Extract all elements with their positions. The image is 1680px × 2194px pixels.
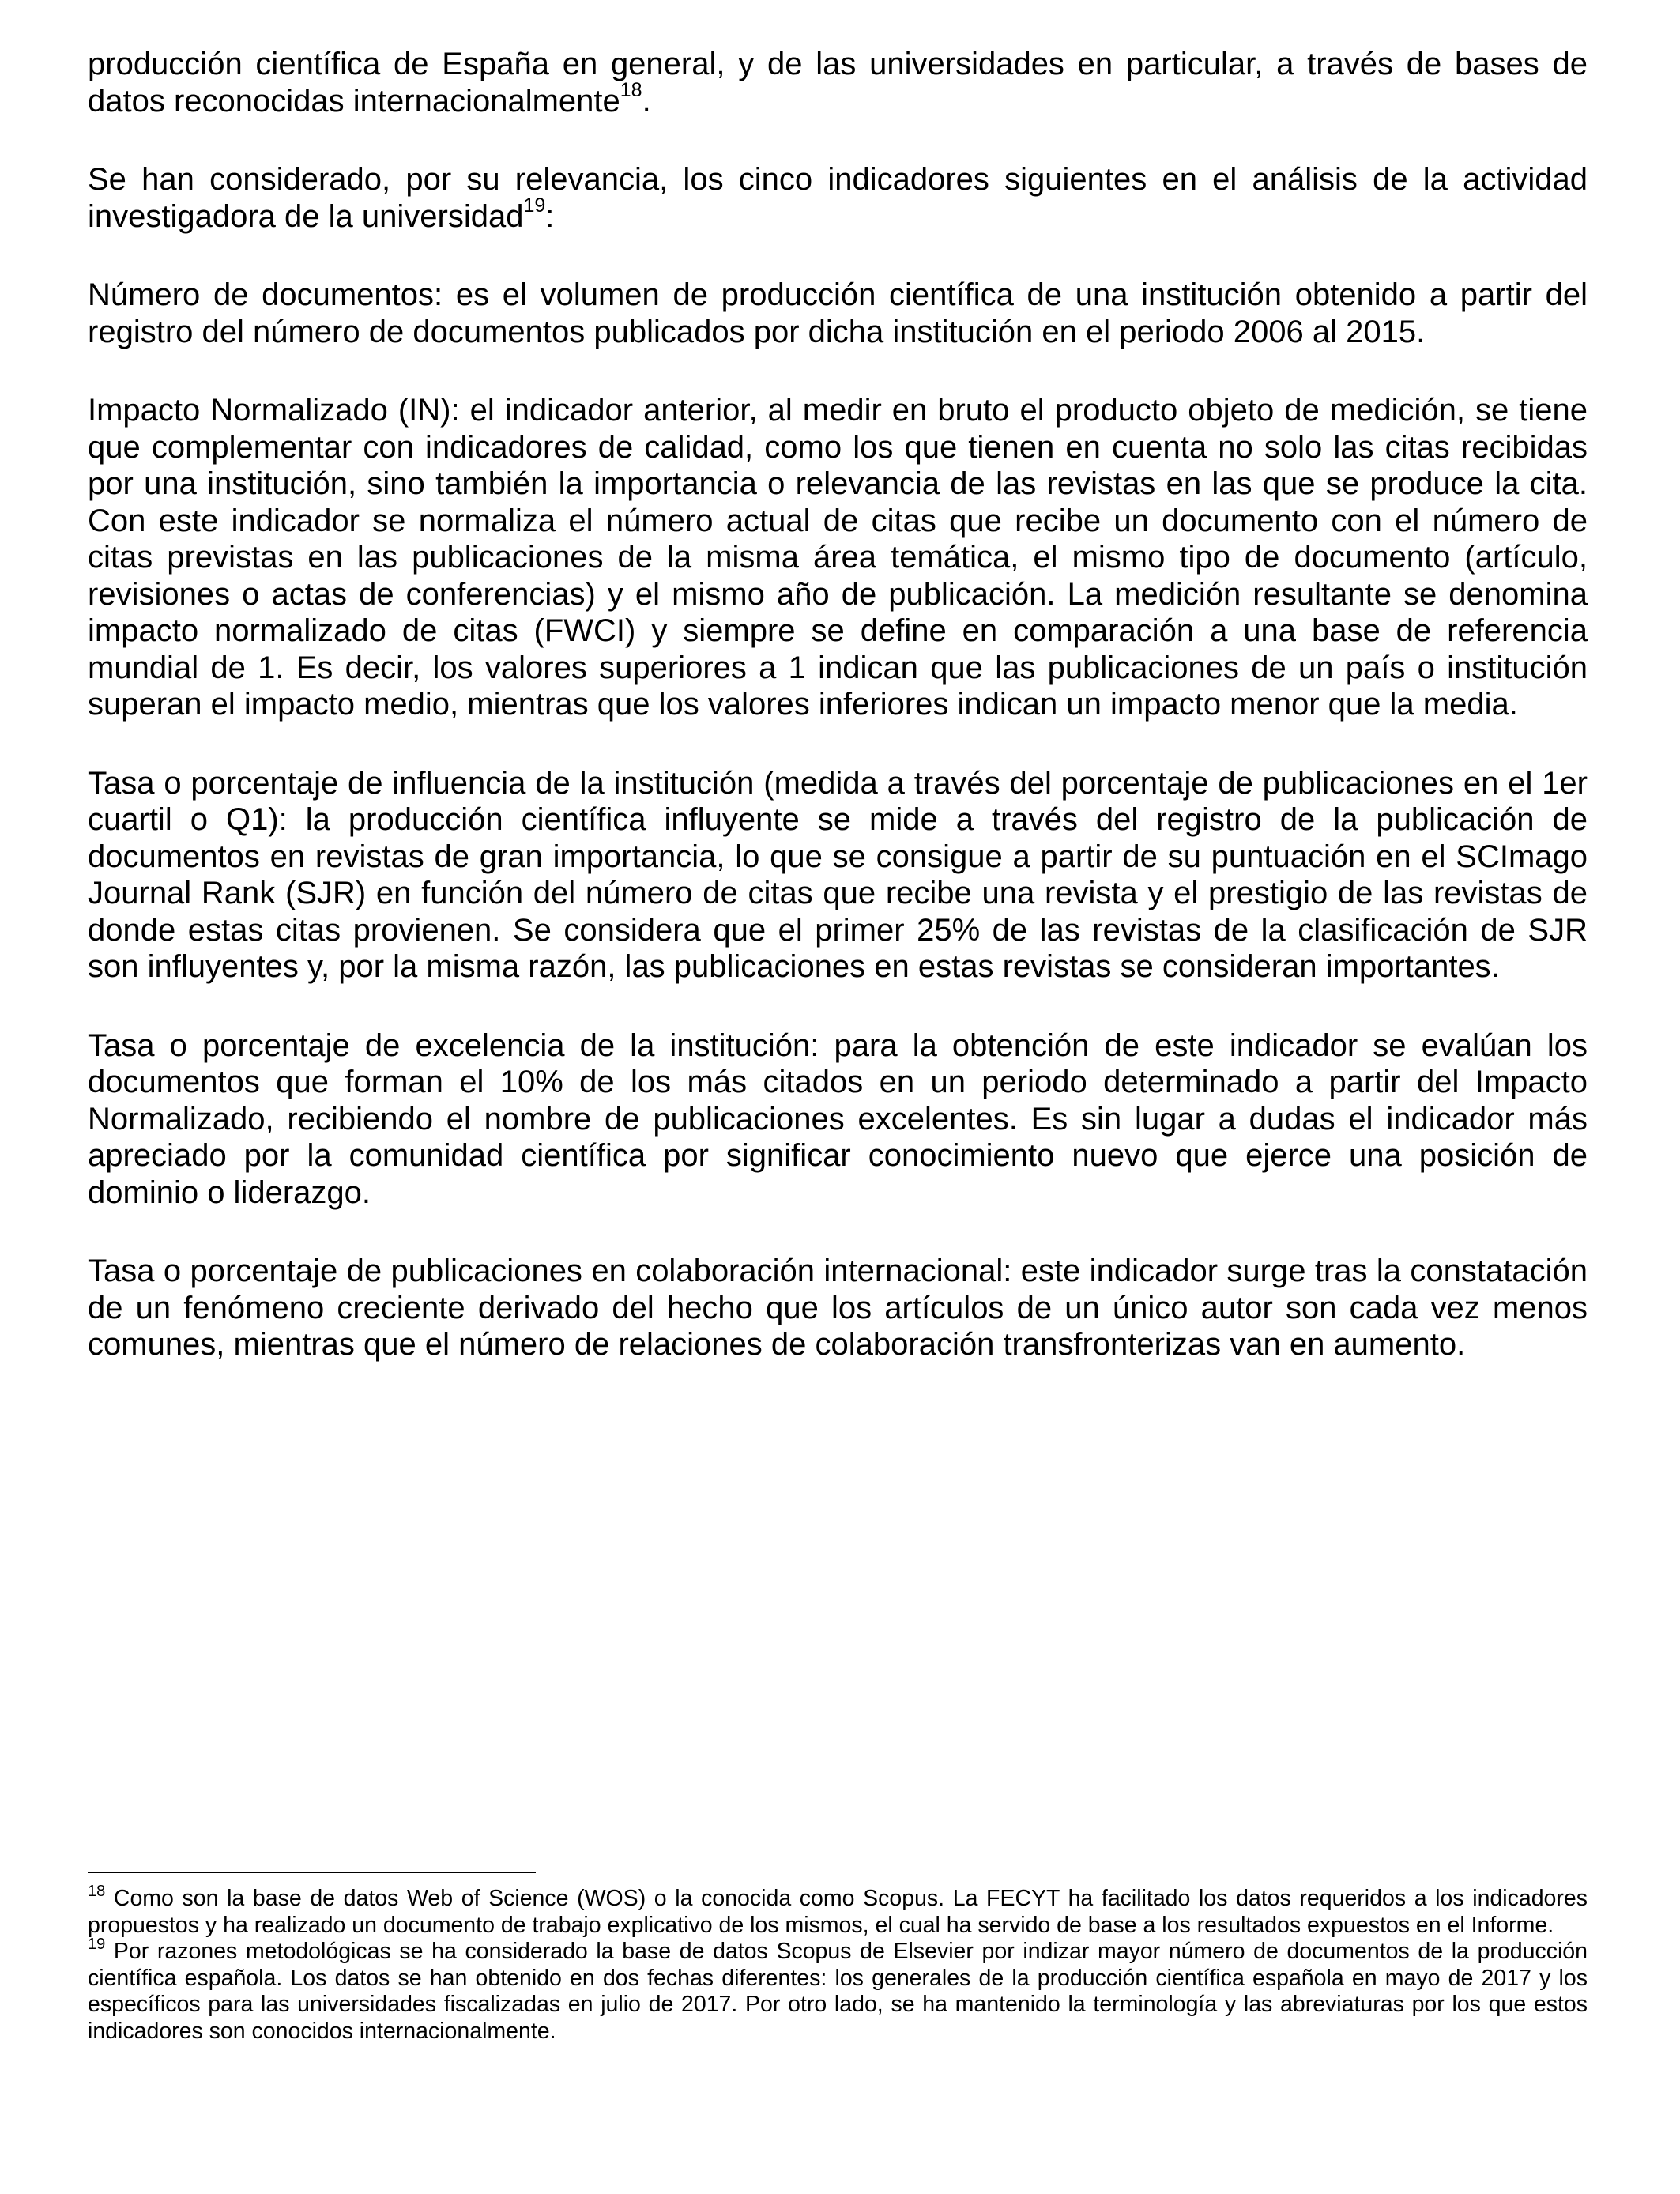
footnote-19 xyxy=(88,1935,1588,2045)
footnote-number-19: 19 xyxy=(88,1935,106,1953)
paragraph-intro-tail: . xyxy=(642,83,651,119)
paragraph-indicators-intro xyxy=(88,161,1588,235)
paragraph-indicators-intro-text: Se han considerado, por su relevancia, los cinco indicadores siguientes en el análisis de la actividad investigadora de la universidad xyxy=(88,162,1588,234)
paragraph-numero-documentos: Número de documentos: es el volumen de producción científica de una institución obtenido a partir del registro del número de documentos publicados por dicha institución en el periodo 2006 al 2015. xyxy=(88,277,1588,349)
paragraph-intro xyxy=(88,46,1588,119)
footnote-text-19: Por razones metodológicas se ha considerado la base de datos Scopus de Elsevier por indizar mayor número de documentos de la producción científica española. Los datos se han obtenido en dos fechas diferentes: los generales de la producción científica española en mayo de 2017 y los específicos para las universidades fiscalizadas en julio de 2017. Por otro lado, se ha mantenido la terminología y las abreviaturas por los que estos indicadores son conocidos internacionalmente. xyxy=(88,1939,1588,2044)
paragraph-intro-text: producción científica de España en general, y de las universidades en particular, a través de bases de datos reconocidas internacionalmente xyxy=(88,47,1588,119)
footnote-18 xyxy=(88,1882,1588,1939)
paragraph-tasa-excelencia: Tasa o porcentaje de excelencia de la institución: para la obtención de este indicador se evalúan los documentos que forman el 10% de los más citados en un periodo determinado a partir del Impacto Normalizado, recibiendo el nombre de publicaciones excelentes. Es sin lugar a dudas el indicador más apreciado por la comunidad científica por significar conocimiento nuevo que ejerce una posición de dominio o liderazgo. xyxy=(88,1027,1588,1210)
footnote-number-18: 18 xyxy=(88,1882,106,1900)
paragraph-colaboracion-internacional: Tasa o porcentaje de publicaciones en colaboración internacional: este indicador surge tras la constatación de un fenómeno creciente derivado del hecho que los artículos de un único autor son cada vez menos comunes, mientras que el número de relaciones de colaboración transfronterizas van en aumento. xyxy=(88,1253,1588,1362)
footnote-text-18: Como son la base de datos Web of Science (WOS) o la conocida como Scopus. La FECYT ha facilitado los datos requeridos a los indicadores propuestos y ha realizado un documento de trabajo explicativo de los mismos, el cual ha servido de base a los resultados expuestos en el Informe. xyxy=(88,1886,1588,1938)
paragraph-indicators-intro-tail: : xyxy=(545,198,555,234)
paragraph-impacto-normalizado: Impacto Normalizado (IN): el indicador anterior, al medir en bruto el producto objeto de medición, se tiene que complementar con indicadores de calidad, como los que tienen en cuenta no solo las citas recibidas por una institución, sino también la importancia o relevancia de las revistas en las que se produce la cita. Con este indicador se normaliza el número actual de citas que recibe un documento con el número de citas previstas en las publicaciones de la misma área temática, el mismo tipo de documento (artículo, revisiones o actas de conferencias) y el mismo año de publicación. La medición resultante se denomina impacto normalizado de citas (FWCI) y siempre se define en comparación a una base de referencia mundial de 1. Es decir, los valores superiores a 1 indican que las publicaciones de un país o institución superan el impacto medio, mientras que los valores inferiores indican un impacto menor que la media. xyxy=(88,393,1588,722)
footnote-ref-18[interactable]: 18 xyxy=(620,79,642,102)
body-text xyxy=(88,46,1588,1405)
footnotes xyxy=(88,1882,1588,2045)
footnote-separator xyxy=(88,1872,536,1873)
footnote-ref-19[interactable]: 19 xyxy=(523,194,546,217)
paragraph-tasa-influencia: Tasa o porcentaje de influencia de la institución (medida a través del porcentaje de publicaciones en el 1er cuartil o Q1): la producción científica influyente se mide a través del registro de la publicación de documentos en revistas de gran importancia, lo que se consigue a partir de su puntuación en el SCImago Journal Rank (SJR) en función del número de citas que recibe una revista y el prestigio de las revistas de donde estas citas provienen. Se considera que el primer 25% de las revistas de la clasificación de SJR son influyentes y, por la misma razón, las publicaciones en estas revistas se consideran importantes. xyxy=(88,765,1588,984)
